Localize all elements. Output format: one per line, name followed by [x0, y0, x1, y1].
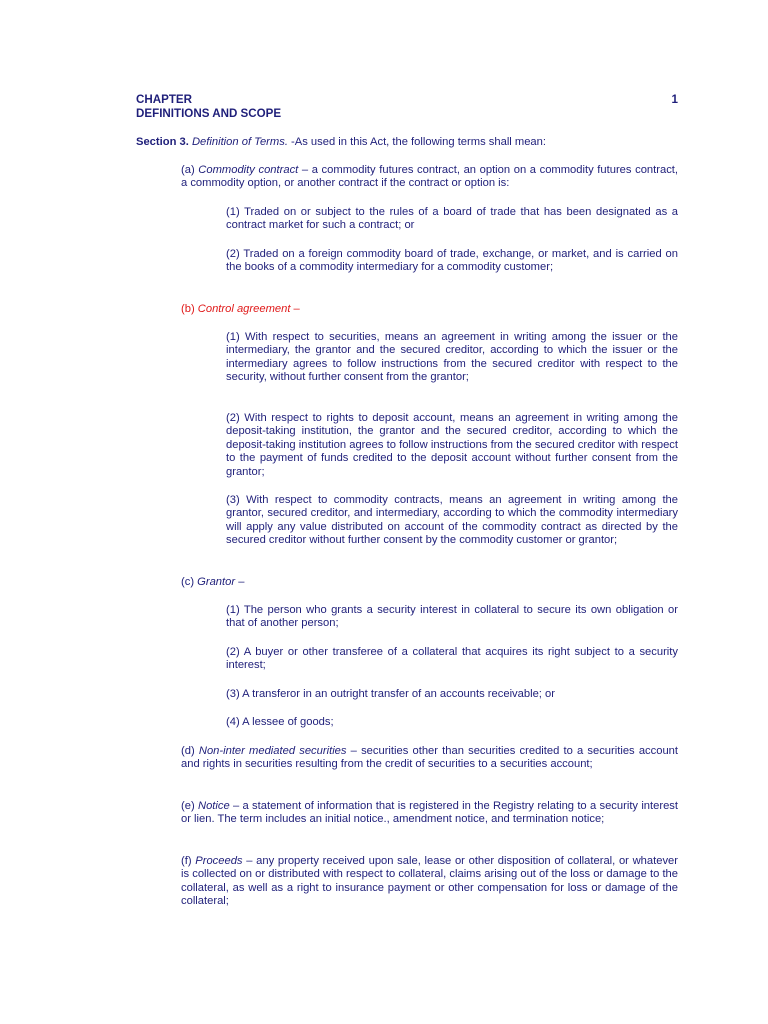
section-label: Section 3. [136, 136, 189, 148]
term-proceeds [181, 855, 678, 909]
term-name: Control agreement [197, 303, 291, 315]
term-name: Grantor [197, 576, 236, 588]
term-notice [181, 800, 678, 827]
term-prefix: (b) [181, 303, 198, 315]
chapter-label: CHAPTER [136, 93, 193, 106]
section-title: Definition of Terms. [191, 136, 288, 148]
term-prefix: (f) [181, 855, 196, 867]
term-b-item-3: (3) With respect to commodity contracts, means an agreement in writing among the grantor, secured creditor, and intermediary, according to which the commodity intermediary will apply any value distributed on account of the commodity contract as directed by the secured creditor without further consent by the commodity customer or grantor; [226, 494, 678, 547]
chapter-subtitle: DEFINITIONS AND SCOPE [136, 106, 282, 120]
term-name: Proceeds [195, 855, 243, 867]
term-prefix: (e) [181, 800, 198, 812]
term-definition: – [290, 303, 300, 315]
term-definition: – any property received upon sale, lease or other disposition of collateral, or whatever is collected on or distributed with respect to collateral, claims arising out of the loss or damage to the collateral, as well as a right to insurance payment or other compensation for loss or damage of the collateral; [181, 855, 678, 908]
term-name: Notice [197, 800, 230, 812]
term-name: Non-inter mediated securities [198, 745, 347, 757]
term-grantor [181, 576, 678, 589]
term-c-item-2: (2) A buyer or other transferee of a collateral that acquires its right subject to a security interest; [226, 646, 678, 672]
term-prefix: (d) [181, 745, 199, 757]
chapter-heading [136, 93, 678, 120]
term-control-agreement [181, 303, 678, 316]
term-commodity-contract [181, 164, 678, 191]
term-b-item-2: (2) With respect to rights to deposit account, means an agreement in writing among the deposit-taking institution, the grantor and the secured creditor, according to which the deposit-taking institution agrees to follow instructions from the secured creditor with respect to the payment of funds credited to the deposit account without further consent from the grantor; [226, 412, 678, 478]
section-intro [136, 136, 678, 149]
term-definition: – a commodity futures contract, an option on a commodity futures contract, a commodity option, or another contract if the contract or option is: [181, 164, 679, 190]
term-c-item-1: (1) The person who grants a security interest in collateral to secure its own obligation or that of another person; [226, 604, 678, 630]
section-intro-text: -As used in this Act, the following terms shall mean: [287, 136, 546, 148]
term-a-item-2: (2) Traded on a foreign commodity board of trade, exchange, or market, and is carried on the books of a commodity intermediary for a commodity customer; [226, 248, 678, 274]
chapter-number: 1 [671, 93, 678, 106]
term-definition: – securities other than securities credited to a securities account and rights in securities resulting from the credit of securities to a securities account; [181, 745, 679, 771]
term-non-intermediated-securities [181, 745, 678, 772]
term-definition: – a statement of information that is registered in the Registry relating to a security interest or lien. The term includes an initial notice., amendment notice, and termination notice; [181, 800, 679, 826]
term-prefix: (c) [181, 576, 198, 588]
term-b-item-1: (1) With respect to securities, means an agreement in writing among the issuer or the intermediary, the grantor and the secured creditor, according to which the issuer or the intermediary agrees to follow instructions from the secured creditor with respect to the security, without further consent from the grantor; [226, 331, 678, 384]
term-definition: – [235, 576, 245, 588]
term-name: Commodity contract [198, 164, 299, 176]
term-c-item-4: (4) A lessee of goods; [226, 716, 334, 728]
term-a-item-1: (1) Traded on or subject to the rules of a board of trade that has been designated as a contract market for such a contract; or [226, 206, 678, 232]
term-prefix: (a) [181, 164, 199, 176]
term-c-item-3: (3) A transferor in an outright transfer of an accounts receivable; or [226, 688, 555, 700]
